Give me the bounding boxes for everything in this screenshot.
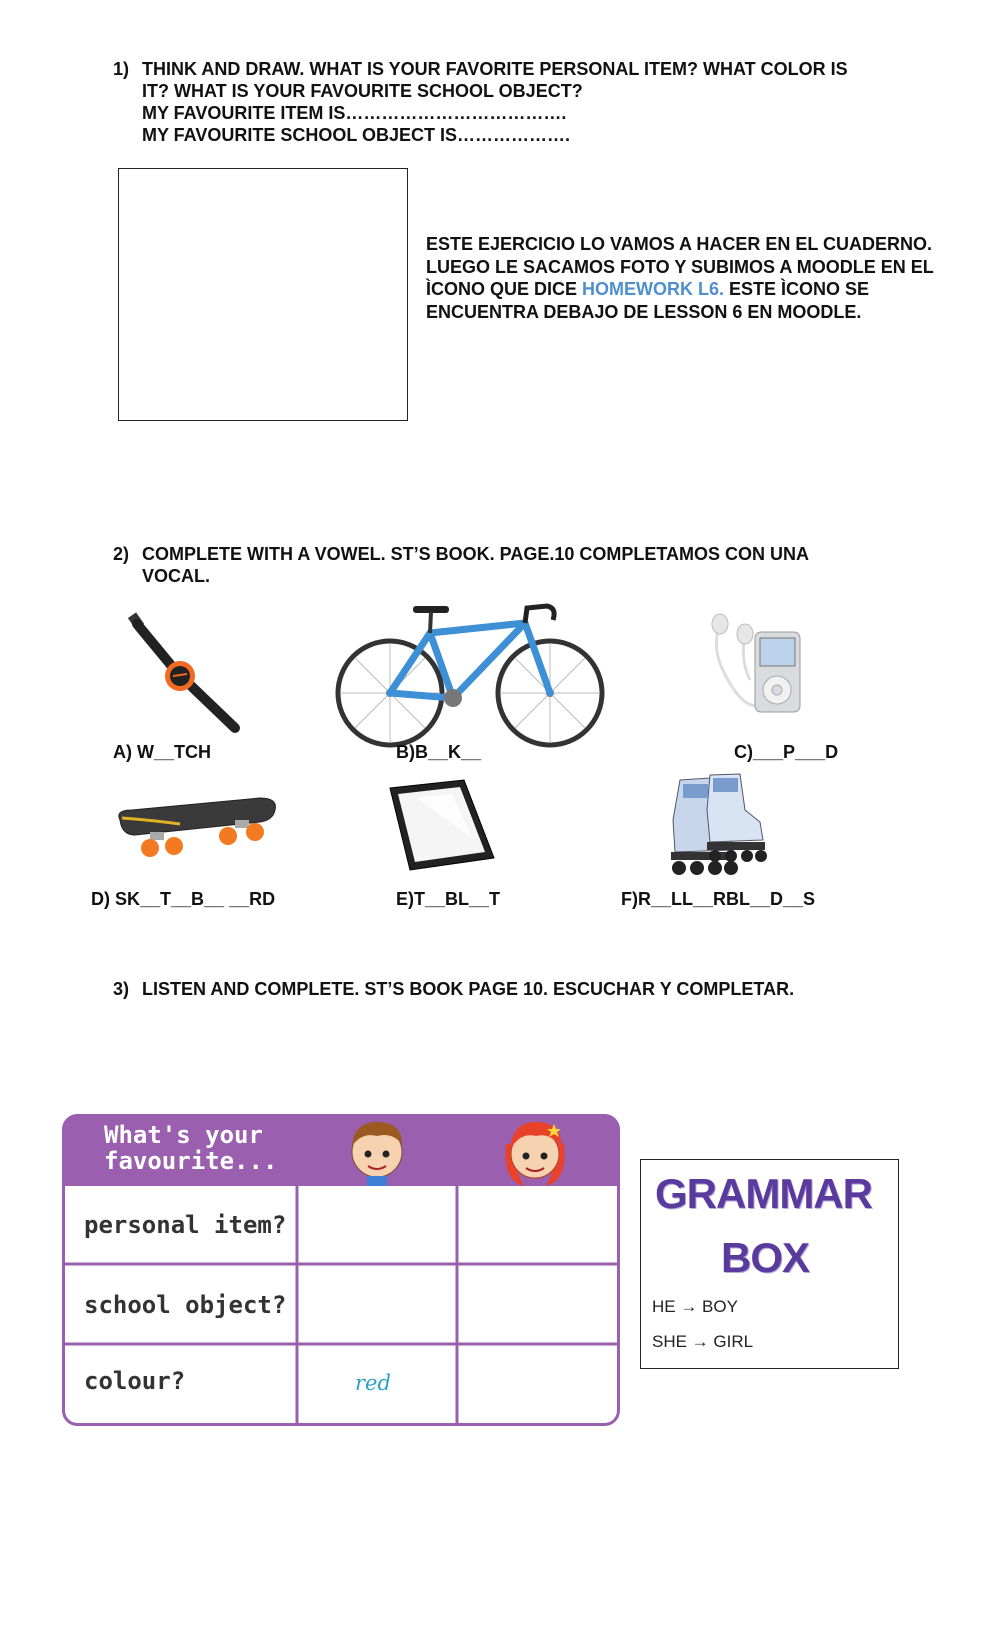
note-text: ESTE EJERCICIO LO VAMOS A HACER EN EL CUADERNO. LUEGO LE SACAMOS FOTO Y SUBIMOS A MOODLE EN EL ÌCONO QUE DICE: [426, 234, 934, 299]
question-number: 1): [113, 59, 130, 79]
question-text: LISTEN AND COMPLETE. ST’S BOOK PAGE 10. ESCUCHAR Y COMPLETAR.: [142, 979, 795, 999]
table-header: [104, 1122, 277, 1174]
question-line: IT? WHAT IS YOUR FAVOURITE SCHOOL OBJECT?: [142, 81, 583, 101]
grammar-rule-he: HE → BOY: [652, 1297, 738, 1316]
drawing-box[interactable]: [118, 168, 408, 421]
skateboard-icon: [110, 790, 280, 875]
question-text: [142, 543, 922, 587]
rollerblades-icon: [655, 770, 775, 885]
grammar-box: [640, 1159, 899, 1369]
item-label-watch: A) W__TCH: [113, 742, 211, 762]
colour-answer-red: red: [355, 1371, 391, 1395]
note-text-end: ESTE ÌCONO SE ENCUENTRA DEBAJO DE LESSON 6 EN MOODLE.: [426, 279, 870, 322]
favourite-table: [62, 1114, 620, 1426]
question-text: [142, 58, 922, 146]
cell-boy-colour[interactable]: [299, 1346, 455, 1422]
row-label-personal-item: personal item?: [84, 1211, 287, 1239]
grammar-rule-she: SHE → GIRL: [652, 1332, 754, 1351]
question-number: 2): [113, 544, 130, 564]
question-line: MY FAVOURITE ITEM IS……………………………….: [142, 103, 567, 123]
cell-boy-personal-item[interactable]: [299, 1188, 455, 1262]
cell-girl-school-object[interactable]: [459, 1266, 616, 1342]
cell-boy-school-object[interactable]: [299, 1266, 455, 1342]
row-label-colour: colour?: [84, 1367, 186, 1395]
table-header-line: What's your: [104, 1121, 263, 1149]
question-line: MY FAVOURITE SCHOOL OBJECT IS……………….: [142, 125, 571, 145]
cell-girl-personal-item[interactable]: [459, 1188, 616, 1262]
table-header-line: favourite...: [104, 1147, 278, 1175]
row-label-school-object: school object?: [84, 1291, 287, 1319]
bike-icon: [335, 598, 610, 753]
item-label-rollerblades: F)R__LL__RBL__D__S: [621, 889, 816, 909]
question-1: [113, 58, 953, 148]
homework-link[interactable]: HOMEWORK L6.: [582, 279, 725, 299]
question-3: [113, 978, 953, 1002]
watch-icon: [125, 608, 245, 733]
item-label-ipod: C)___P___D: [734, 742, 839, 762]
question-number: 3): [113, 979, 130, 999]
grammar-box-title: GRAMMAR: [655, 1170, 872, 1217]
ipod-icon: [700, 610, 820, 730]
cell-girl-colour[interactable]: [459, 1346, 616, 1422]
item-label-bike: B)B__K__: [396, 742, 482, 762]
instruction-note: [426, 233, 946, 323]
tablet-icon: [382, 778, 502, 878]
question-line: VOCAL.: [142, 566, 211, 586]
question-line: THINK AND DRAW. WHAT IS YOUR FAVORITE PERSONAL ITEM? WHAT COLOR IS: [142, 59, 848, 79]
question-line: COMPLETE WITH A VOWEL. ST’S BOOK. PAGE.10 COMPLETAMOS CON UNA: [142, 544, 810, 564]
item-label-skateboard: D) SK__T__B__ __RD: [91, 889, 276, 909]
item-label-tablet: E)T__BL__T: [396, 889, 501, 909]
grammar-box-title-2: BOX: [721, 1234, 810, 1281]
question-2: [113, 543, 953, 589]
